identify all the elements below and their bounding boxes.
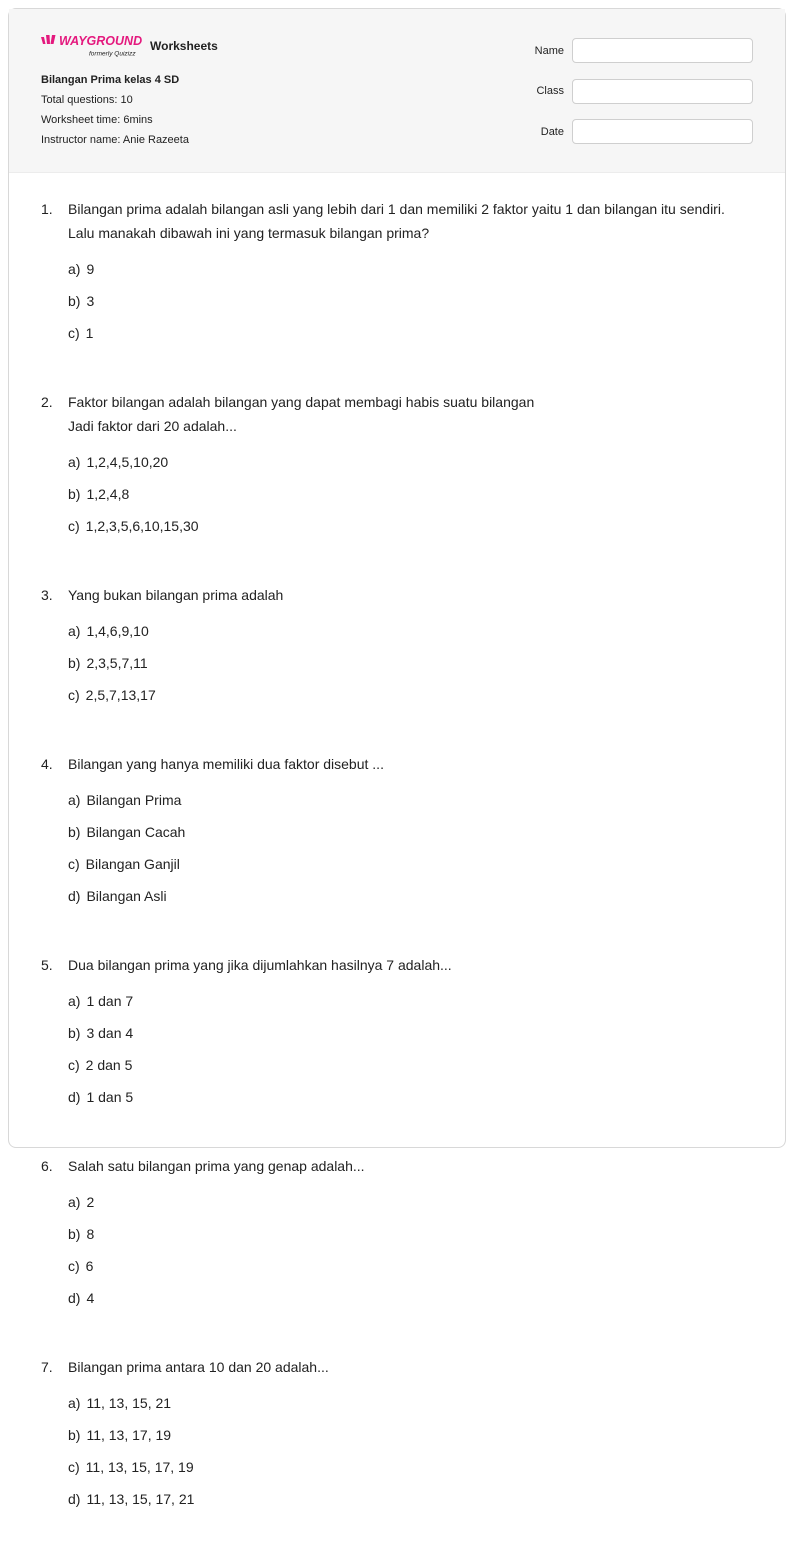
- question-number: 4.: [41, 756, 53, 772]
- option-letter: c): [68, 1057, 80, 1073]
- option-text: Bilangan Ganjil: [85, 856, 180, 872]
- name-label: Name: [534, 44, 564, 57]
- answer-option[interactable]: [68, 1226, 415, 1258]
- answer-options: [68, 792, 755, 920]
- student-fields: [535, 38, 753, 160]
- class-row: [535, 79, 753, 104]
- answer-option[interactable]: [68, 1290, 415, 1322]
- answer-option[interactable]: [68, 888, 415, 920]
- option-text: 9: [86, 261, 95, 277]
- option-letter: c): [68, 1258, 80, 1274]
- worksheet-header: [9, 9, 785, 173]
- question-text: Faktor bilangan adalah bilangan yang dapat membagi habis suatu bilangan Jadi faktor dari 20 adalah...: [68, 394, 535, 434]
- option-text: 1 dan 5: [86, 1089, 134, 1105]
- option-letter: c): [68, 687, 80, 703]
- option-letter: b): [68, 1025, 81, 1041]
- option-text: Bilangan Cacah: [86, 824, 186, 840]
- option-text: 1,4,6,9,10: [86, 623, 149, 639]
- question-head: [41, 1355, 755, 1379]
- question-2: [41, 390, 755, 550]
- answer-option[interactable]: [68, 1089, 415, 1121]
- option-letter: a): [68, 1194, 81, 1210]
- option-text: 3: [86, 293, 95, 309]
- question-3: [41, 583, 755, 719]
- answer-option[interactable]: [68, 993, 415, 1025]
- answer-options: [68, 1395, 755, 1523]
- option-letter: b): [68, 486, 81, 502]
- question-1: [41, 197, 755, 357]
- instructor-name: Instructor name: Anie Razeeta: [41, 134, 189, 146]
- question-list: [41, 197, 755, 1556]
- answer-option[interactable]: [68, 1491, 415, 1523]
- question-text: Bilangan prima antara 10 dan 20 adalah...: [68, 1359, 329, 1375]
- answer-options: [68, 993, 755, 1121]
- logo-wordmark: WAYGROUND: [59, 34, 143, 48]
- question-head: [41, 197, 755, 245]
- answer-option[interactable]: [68, 856, 415, 888]
- option-letter: c): [68, 1459, 80, 1475]
- option-letter: b): [68, 1427, 81, 1443]
- answer-option[interactable]: [68, 1395, 415, 1427]
- option-text: 1,2,3,5,6,10,15,30: [85, 518, 199, 534]
- section-label: Worksheets: [150, 39, 218, 53]
- answer-option[interactable]: [68, 293, 415, 325]
- question-text: Salah satu bilangan prima yang genap adalah...: [68, 1158, 365, 1174]
- answer-option[interactable]: [68, 623, 415, 655]
- class-field[interactable]: [572, 79, 753, 104]
- option-letter: b): [68, 293, 81, 309]
- option-letter: d): [68, 888, 81, 904]
- option-letter: a): [68, 792, 81, 808]
- option-letter: d): [68, 1290, 81, 1306]
- option-text: Bilangan Prima: [86, 792, 182, 808]
- answer-options: [68, 454, 755, 550]
- question-number: 6.: [41, 1158, 53, 1174]
- option-letter: a): [68, 993, 81, 1009]
- option-text: 4: [86, 1290, 95, 1306]
- worksheet-page: [8, 8, 786, 1507]
- option-letter: a): [68, 623, 81, 639]
- answer-option[interactable]: [68, 1258, 415, 1290]
- question-text: Bilangan prima adalah bilangan asli yang lebih dari 1 dan memiliki 2 faktor yaitu 1 dan bilangan itu sendiri. Lalu manakah dibawah ini yang termasuk bilangan prima?: [68, 201, 725, 241]
- option-text: 11, 13, 15, 17, 19: [85, 1459, 194, 1475]
- worksheet-info: [41, 73, 189, 153]
- question-number: 5.: [41, 957, 53, 973]
- answer-options: [68, 623, 755, 719]
- option-text: 11, 13, 15, 21: [86, 1395, 172, 1411]
- option-text: 2 dan 5: [85, 1057, 133, 1073]
- worksheet-time: Worksheet time: 6mins: [41, 114, 153, 126]
- option-letter: c): [68, 325, 80, 341]
- answer-option[interactable]: [68, 1194, 415, 1226]
- option-letter: d): [68, 1089, 81, 1105]
- answer-option[interactable]: [68, 1057, 415, 1089]
- question-head: [41, 390, 755, 438]
- option-text: 11, 13, 15, 17, 21: [86, 1491, 195, 1507]
- question-head: [41, 752, 755, 776]
- answer-option[interactable]: [68, 261, 415, 293]
- option-text: 1,2,4,8: [86, 486, 130, 502]
- question-5: [41, 953, 755, 1121]
- name-row: [535, 38, 753, 63]
- option-text: 2,5,7,13,17: [85, 687, 156, 703]
- answer-option[interactable]: [68, 486, 415, 518]
- option-letter: d): [68, 1491, 81, 1507]
- option-text: 3 dan 4: [86, 1025, 134, 1041]
- option-text: 2: [86, 1194, 95, 1210]
- question-4: [41, 752, 755, 920]
- option-letter: a): [68, 1395, 81, 1411]
- option-letter: b): [68, 824, 81, 840]
- date-label: Date: [540, 125, 564, 138]
- option-letter: b): [68, 655, 81, 671]
- answer-option[interactable]: [68, 1427, 415, 1459]
- logo-subtitle: formerly Quizizz: [89, 50, 136, 58]
- answer-options: [68, 261, 755, 357]
- answer-option[interactable]: [68, 454, 415, 486]
- option-text: 1: [85, 325, 94, 341]
- answer-option[interactable]: [68, 655, 415, 687]
- option-letter: a): [68, 454, 81, 470]
- answer-option[interactable]: [68, 518, 415, 550]
- question-text: Dua bilangan prima yang jika dijumlahkan hasilnya 7 adalah...: [68, 957, 452, 973]
- option-text: 1 dan 7: [86, 993, 134, 1009]
- option-text: 1,2,4,5,10,20: [86, 454, 169, 470]
- worksheet-title: Bilangan Prima kelas 4 SD: [41, 74, 180, 86]
- option-letter: a): [68, 261, 81, 277]
- option-letter: c): [68, 518, 80, 534]
- brand: [40, 33, 218, 59]
- date-field[interactable]: [572, 119, 753, 144]
- answer-option[interactable]: [68, 792, 415, 824]
- name-field[interactable]: [572, 38, 753, 63]
- question-text: Bilangan yang hanya memiliki dua faktor disebut ...: [68, 756, 384, 772]
- question-head: [41, 583, 755, 607]
- answer-option[interactable]: [68, 687, 415, 719]
- answer-option[interactable]: [68, 325, 415, 357]
- option-text: Bilangan Asli: [86, 888, 167, 904]
- total-questions: Total questions: 10: [41, 94, 133, 106]
- question-7: [41, 1355, 755, 1523]
- question-number: 1.: [41, 201, 53, 217]
- class-label: Class: [536, 85, 564, 97]
- answer-options: [68, 1194, 755, 1322]
- answer-option[interactable]: [68, 824, 415, 856]
- question-text: Yang bukan bilangan prima adalah: [68, 587, 284, 603]
- question-number: 3.: [41, 587, 53, 603]
- question-number: 2.: [41, 394, 53, 410]
- option-text: 6: [85, 1258, 94, 1274]
- question-number: 7.: [41, 1359, 53, 1375]
- question-head: [41, 1154, 755, 1178]
- option-text: 11, 13, 17, 19: [86, 1427, 172, 1443]
- answer-option[interactable]: [68, 1025, 415, 1057]
- wayground-logo: [40, 33, 144, 59]
- answer-option[interactable]: [68, 1459, 415, 1491]
- date-row: [535, 119, 753, 144]
- option-letter: b): [68, 1226, 81, 1242]
- option-text: 8: [86, 1226, 95, 1242]
- option-text: 2,3,5,7,11: [86, 655, 148, 671]
- question-6: [41, 1154, 755, 1322]
- question-head: [41, 953, 755, 977]
- option-letter: c): [68, 856, 80, 872]
